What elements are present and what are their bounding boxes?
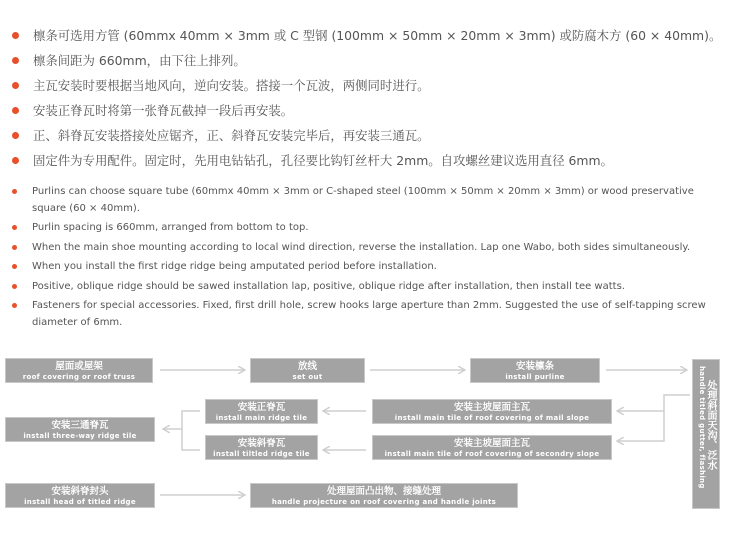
step-install-purline: 安装檩条 install purline	[470, 358, 600, 383]
list-item: When you install the first ridge ridge being amputated period before installation.	[10, 259, 740, 276]
step-roof-frame: 屋面或屋架 roof covering or roof truss	[5, 358, 153, 383]
arrow-ridges-to-three-way	[182, 411, 200, 450]
step-three-way-ridge-tile: 安装三通脊瓦 install three-way ridge tile	[5, 417, 155, 442]
step-titled-ridge-tile: 安装斜脊瓦 install tiltled ridge tile	[205, 435, 318, 460]
step-main-tile-secondary-slope: 安装主坡屋面主瓦 install main tile of roof covering of secondry slope	[372, 435, 612, 460]
list-item: 主瓦安装时要根据当地风向，逆向安装。搭接一个瓦波，两侧同时进行。	[10, 74, 740, 99]
list-item: Fasteners for special accessories. Fixed, first drill hole, screw hooks large aperture than 2mm. Suggested the use of self-tapping screw diameter of 6mm.	[10, 298, 740, 331]
step-gutter-flashing: 处理斜面天沟、泛水 handle titled gutter, flashing	[692, 359, 720, 509]
arrow-gutter-to-main-tiles	[632, 395, 690, 441]
step-main-tile-mail-slope: 安装主坡屋面主瓦 install main tile of roof covering of mail slope	[372, 399, 612, 424]
step-head-titled-ridge: 安装斜脊封头 install head of titled ridge	[5, 483, 155, 508]
step-set-out: 放线 set out	[250, 358, 365, 383]
list-item: 檩条间距为 660mm，由下往上排列。	[10, 49, 740, 74]
list-item: When the main shoe mounting according to local wind direction, reverse the installation. Lap one Wabo, both sides simultaneously.	[10, 240, 740, 257]
list-item: Purlin spacing is 660mm, arranged from bottom to top.	[10, 220, 740, 237]
list-item: Purlins can choose square tube (60mmx 40mm × 3mm or C-shaped steel (100mm × 50mm × 20mm × 3mm) or wood preservative square (60 × 40mm).	[10, 184, 740, 217]
list-item: 正、斜脊瓦安装搭接处应锯齐，正、斜脊瓦安装完毕后，再安装三通瓦。	[10, 124, 740, 149]
list-item: 固定件为专用配件。固定时，先用电钻钻孔，孔径要比钩钉丝杆大 2mm。自攻螺丝建议选用直径 6mm。	[10, 149, 740, 174]
list-item: 安装正脊瓦时将第一张脊瓦截掉一段后再安装。	[10, 99, 740, 124]
step-main-ridge-tile: 安装正脊瓦 install main ridge tile	[205, 399, 318, 424]
step-projecture-joints: 处理屋面凸出物、接缝处理 handle projecture on roof covering and handle joints	[250, 483, 518, 508]
list-item: 檩条可选用方管 (60mmx 40mm × 3mm 或 C 型钢 (100mm × 50mm × 20mm × 3mm) 或防腐木方 (60 × 40mm)。	[10, 24, 740, 49]
list-item: Positive, oblique ridge should be sawed installation lap, positive, oblique ridge after installation, then install tee watts.	[10, 279, 740, 296]
